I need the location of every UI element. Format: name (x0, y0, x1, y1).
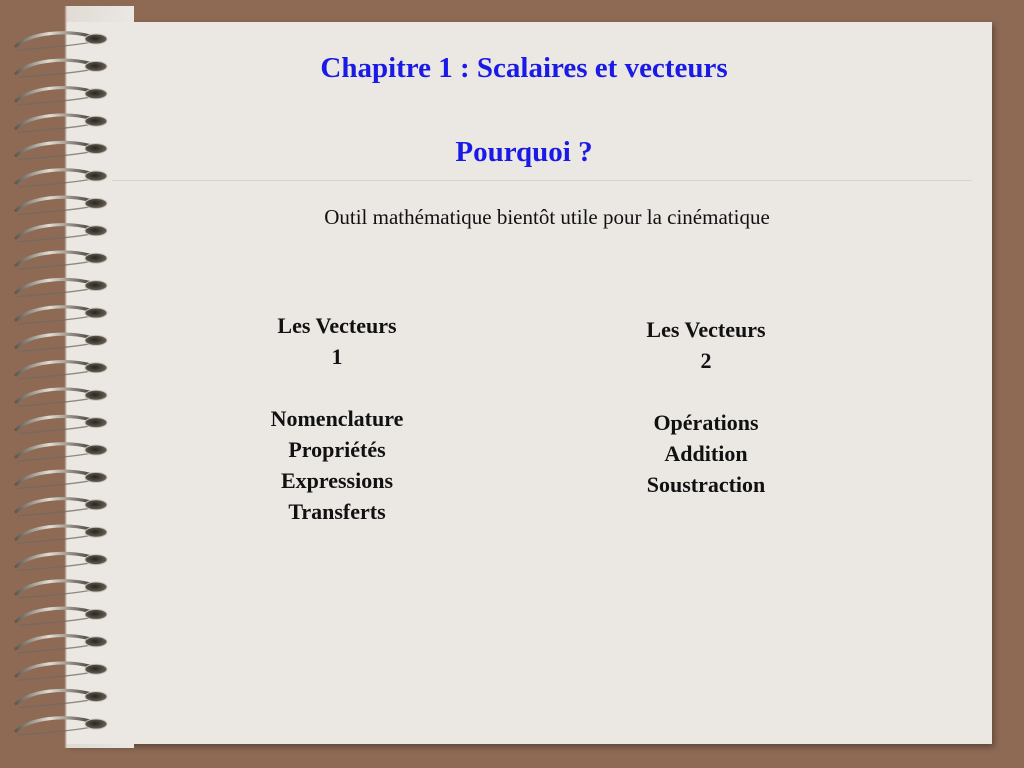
column-vecteurs-2 (576, 314, 836, 500)
spiral-ring-icon (16, 416, 107, 433)
column-number: 2 (700, 348, 712, 373)
spiral-ring-icon (16, 115, 107, 132)
spiral-ring-icon (16, 718, 107, 735)
spiral-ring-icon (16, 279, 107, 296)
spiral-ring-icon (16, 663, 107, 680)
spiral-ring-icon (16, 307, 107, 324)
spacer (207, 372, 467, 403)
spiral-ring-icon (16, 636, 107, 653)
spiral-ring-icon (16, 252, 107, 269)
spiral-ring-icon (16, 33, 107, 50)
spiral-ring-icon (16, 690, 107, 707)
spiral-ring-icon (16, 170, 107, 187)
spiral-ring-icon (16, 389, 107, 406)
column-vecteurs-1 (207, 310, 467, 527)
spacer (576, 376, 836, 407)
spiral-ring-icon (16, 526, 107, 543)
list-item: Expressions (280, 468, 394, 493)
spiral-ring-icon (16, 471, 107, 488)
list-item: Soustraction (646, 472, 766, 497)
spiral-ring-icon (16, 88, 107, 105)
column-heading: Les Vecteurs (646, 317, 766, 342)
list-item: Addition (664, 441, 748, 466)
column-heading: Les Vecteurs (277, 313, 397, 338)
spiral-ring-icon (16, 553, 107, 570)
column-number: 1 (331, 344, 343, 369)
spiral-ring-icon (16, 499, 107, 516)
spiral-ring-icon (16, 608, 107, 625)
notebook-page (66, 22, 992, 744)
list-item: Propriétés (288, 437, 386, 462)
intro-text: Outil mathématique bientôt utile pour la cinématique (324, 205, 770, 229)
header-divider (112, 180, 972, 181)
list-item: Transferts (288, 499, 386, 524)
spiral-ring-icon (16, 362, 107, 379)
spiral-ring-icon (16, 334, 107, 351)
list-item: Opérations (653, 410, 759, 435)
spiral-ring-icon (16, 444, 107, 461)
page-title: Chapitre 1 : Scalaires et vecteurs (320, 52, 728, 84)
page-subtitle: Pourquoi ? (455, 136, 593, 168)
list-item: Nomenclature (270, 406, 404, 431)
spiral-ring-icon (16, 581, 107, 598)
